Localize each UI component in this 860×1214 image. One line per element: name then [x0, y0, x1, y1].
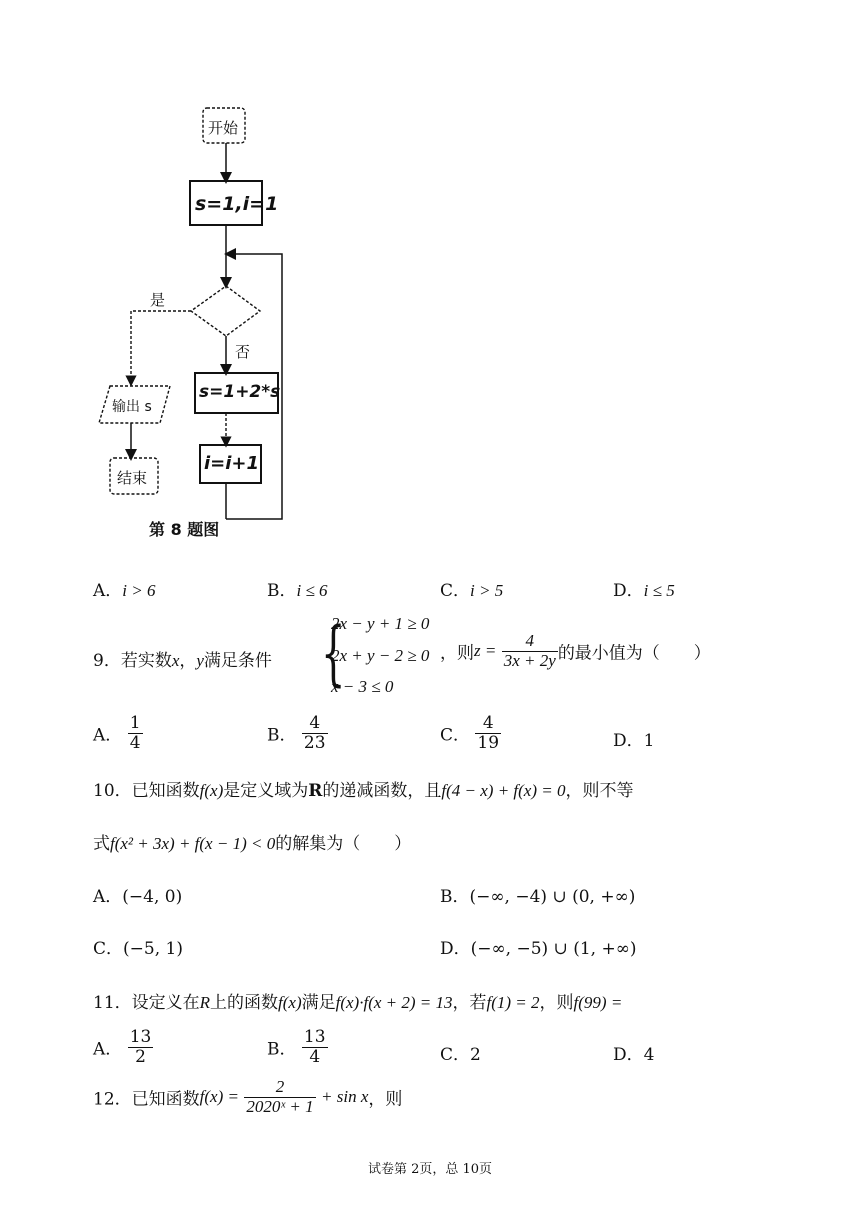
option-fraction: [128, 1028, 154, 1066]
q10-option-b: [440, 882, 635, 907]
fraction-denominator: 23: [303, 732, 326, 753]
option-text: 4: [643, 1045, 655, 1065]
constraint-2: 2x + y − 2 ≥ 0: [331, 646, 430, 665]
option-fraction: [475, 714, 501, 752]
fx: f(x): [199, 781, 224, 800]
option-letter: D．: [613, 1045, 644, 1065]
option-letter: D．: [440, 939, 471, 959]
q9-then: ，则: [440, 643, 474, 664]
option-letter: D．: [613, 581, 644, 601]
q11-stem: [93, 988, 622, 1013]
q9-option-d: [613, 726, 654, 751]
fc-process1-label: s=1+2*s: [199, 382, 281, 402]
option-text: 2: [470, 1045, 481, 1065]
option-letter: C．: [93, 939, 124, 959]
option-letter: B．: [440, 887, 470, 907]
q10-line1: [93, 776, 633, 801]
objective-fraction: [502, 632, 558, 670]
option-text: i > 5: [470, 581, 504, 600]
fc-end-label: 结束: [117, 469, 148, 487]
option-letter: A．: [93, 887, 123, 907]
q11-equation: f(x)·f(x + 2) = 13: [335, 993, 453, 1012]
q10-text: 式: [93, 834, 110, 854]
q12-stem: [93, 1078, 402, 1116]
fraction-denominator: 4: [309, 1046, 321, 1067]
q10-text: 的递减函数，且: [322, 781, 442, 801]
option-letter: C．: [440, 1045, 471, 1065]
q8-option-b: [267, 576, 328, 601]
fraction-numerator: 4: [475, 714, 501, 734]
q10-text: 是定义域为: [223, 781, 309, 801]
fraction-numerator: 13: [303, 1027, 326, 1047]
fraction-numerator: 13: [129, 1027, 152, 1047]
q10-condition: f(4 − x) + f(x) = 0: [441, 781, 566, 800]
decision-diamond: [191, 286, 260, 336]
q9-mid: 满足条件: [203, 651, 272, 671]
option-fraction: [302, 714, 328, 752]
q9-prefix: 9．若实数: [93, 651, 172, 671]
q12-fraction: [244, 1078, 315, 1116]
q9-option-b: [267, 714, 328, 752]
option-text: 1: [643, 731, 655, 751]
q9-stem: [93, 646, 272, 671]
option-letter: B．: [267, 581, 297, 601]
q11-f99: f(99) =: [573, 993, 623, 1012]
q8-option-a: [93, 576, 155, 601]
option-text: (−5, 1): [123, 939, 183, 959]
option-letter: D．: [613, 731, 644, 751]
q8-option-d: [613, 576, 675, 601]
q11-text: 上的函数: [210, 993, 279, 1013]
q12-plus-sin: + sin x: [321, 1087, 369, 1107]
constraint-1: 2x − y + 1 ≥ 0: [331, 614, 430, 633]
q8-option-c: [440, 576, 503, 601]
q12-text: 12．已知函数: [93, 1089, 200, 1110]
fc-init-label: s=1,i=1: [195, 193, 279, 215]
q10-option-d: [440, 934, 637, 959]
q9-tail: 的最小值为（ ）: [557, 643, 711, 664]
q11-text: 11．设定义在: [93, 993, 200, 1013]
option-text: (−∞, −4) ∪ (0, +∞): [469, 887, 636, 907]
fraction-denominator: 3x + 2y: [503, 650, 556, 670]
option-letter: B．: [267, 1039, 297, 1060]
q11-f1: f(1) = 2: [486, 993, 540, 1012]
q10-option-a: [93, 882, 182, 907]
fraction-denominator: 4: [129, 732, 141, 753]
fx: f(x): [278, 993, 302, 1012]
q9-objective: [440, 632, 711, 670]
option-text: (−4, 0): [122, 887, 183, 907]
option-letter: C．: [440, 581, 471, 601]
comma: ，: [179, 651, 197, 671]
q10-inequality: f(x² + 3x) + f(x − 1) < 0: [110, 834, 276, 853]
option-letter: A．: [93, 581, 123, 601]
q11-option-d: [613, 1040, 654, 1065]
q10-text: 10．已知函数: [93, 781, 200, 801]
option-text: (−∞, −5) ∪ (1, +∞): [470, 939, 637, 959]
fc-process2-label: i=i+1: [204, 453, 260, 474]
q10-text: ，则不等: [565, 781, 634, 801]
fraction-numerator: 1: [129, 713, 141, 733]
fc-start-label: 开始: [208, 119, 239, 137]
q9-option-c: [440, 714, 501, 752]
option-text: i ≤ 5: [643, 581, 675, 600]
option-text: i > 6: [122, 581, 156, 600]
fc-yes-label: 是: [150, 291, 166, 309]
fraction-denominator: 2020ˣ + 1: [246, 1096, 314, 1116]
fraction-numerator: 4: [302, 714, 328, 734]
q12-lhs: f(x) =: [199, 1087, 239, 1107]
option-fraction: [128, 714, 143, 752]
q11-text: 满足: [301, 993, 336, 1013]
yes-branch-line: [131, 311, 191, 381]
q11-text: ，若: [452, 993, 487, 1013]
constraint-3: x − 3 ≤ 0: [331, 677, 394, 696]
q11-option-c: [440, 1040, 481, 1065]
option-letter: A．: [93, 1039, 123, 1060]
q10-line2: [93, 829, 411, 854]
constraint-brace: {: [321, 612, 346, 694]
q11-option-b: [267, 1028, 328, 1066]
fc-caption: 第 8 题图: [149, 520, 220, 539]
option-fraction: [302, 1028, 328, 1066]
q10-text: 的解集为（ ）: [275, 834, 412, 854]
var-x: x: [171, 651, 180, 670]
q10-option-c: [93, 934, 183, 959]
q11-option-a: [93, 1028, 153, 1066]
option-letter: B．: [267, 725, 297, 746]
q11-text: ，则: [539, 993, 574, 1013]
fraction-denominator: 19: [477, 732, 500, 753]
page-footer: 试卷第 2页，总 10页: [367, 1162, 493, 1177]
var-y: y: [196, 651, 204, 670]
option-text: i ≤ 6: [296, 581, 328, 600]
fc-output-label: 输出 s: [112, 399, 152, 415]
q9-option-a: [93, 714, 143, 752]
option-letter: C．: [440, 725, 471, 746]
set-r: R: [308, 781, 323, 801]
fraction-numerator: 2: [244, 1078, 315, 1098]
set-r: R: [199, 993, 211, 1012]
option-letter: A．: [93, 725, 123, 746]
fraction-denominator: 2: [135, 1046, 146, 1067]
fc-no-label: 否: [233, 344, 251, 359]
z-equals: z =: [474, 641, 497, 661]
q12-text: ，则: [368, 1089, 403, 1110]
fraction-numerator: 4: [502, 632, 558, 652]
